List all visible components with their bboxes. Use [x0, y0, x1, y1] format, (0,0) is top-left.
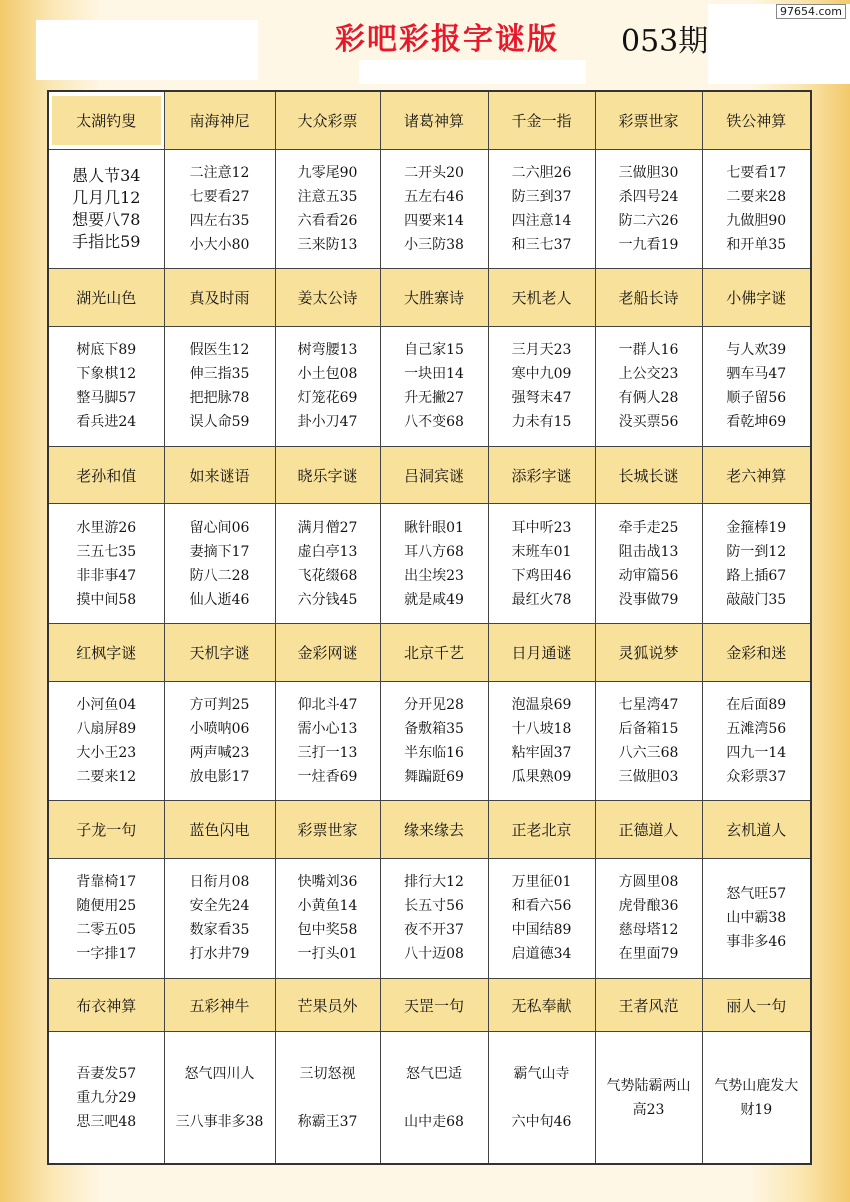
- riddle-line: 吾妻发57: [76, 1065, 137, 1082]
- entry-row: [48, 504, 811, 624]
- riddle-line: 思三吧48: [76, 1113, 137, 1130]
- riddle-cell: [488, 859, 595, 979]
- column-header: 金彩和迷: [702, 624, 811, 682]
- riddle-line: 防三到37: [511, 189, 572, 206]
- riddle-line: [165, 1086, 275, 1110]
- riddle-line: 日衔月08: [189, 874, 250, 891]
- riddle-cell: [380, 504, 488, 624]
- column-header: 老船长诗: [595, 269, 702, 327]
- riddle-line: 放电影17: [189, 769, 250, 786]
- riddle-line: 五左右46: [404, 189, 464, 206]
- riddle-line: 三来防13: [297, 237, 358, 254]
- blank-panel-middle: [359, 60, 586, 84]
- riddle-line: 事非多46: [726, 934, 787, 951]
- riddle-line: 六中旬46: [511, 1113, 572, 1130]
- column-header: 玄机道人: [702, 801, 811, 859]
- riddle-line: 没买票56: [618, 414, 679, 431]
- riddle-line: 七要看17: [726, 165, 787, 182]
- column-header: 五彩神牛: [164, 978, 275, 1032]
- riddle-line: 启道德34: [511, 946, 572, 963]
- riddle-cell: [275, 504, 380, 624]
- riddle-line: [489, 1086, 595, 1110]
- riddle-line: 就是咸49: [404, 591, 464, 608]
- riddle-line: 想要八78: [72, 210, 141, 230]
- page-title: 彩吧彩报字谜版: [335, 22, 559, 57]
- riddle-line: 泡温泉69: [511, 697, 572, 714]
- column-header: 丽人一句: [702, 978, 811, 1032]
- riddle-line: 防一到12: [726, 543, 787, 560]
- riddle-line: 瓜果熟09: [511, 769, 572, 786]
- riddle-cell: [702, 504, 811, 624]
- riddle-line: 在里面79: [618, 946, 679, 963]
- riddle-line: 小土包08: [297, 366, 358, 383]
- riddle-line: 怒气四川人: [184, 1065, 255, 1082]
- riddle-line: 二注意12: [189, 165, 250, 182]
- riddle-cell: [164, 859, 275, 979]
- riddle-line: 虎骨酿36: [618, 898, 679, 915]
- riddle-line: 山中霸38: [726, 910, 787, 927]
- riddle-line: 大小王23: [76, 745, 137, 762]
- entry-row: [48, 149, 811, 269]
- column-header: 小佛字谜: [702, 269, 811, 327]
- riddle-line: [381, 1086, 488, 1110]
- riddle-line: [276, 1086, 380, 1110]
- riddle-line: 长五寸56: [404, 898, 464, 915]
- riddle-line: 山中走68: [404, 1113, 464, 1130]
- riddle-cell: [380, 859, 488, 979]
- riddle-line: 九零尾90: [297, 165, 358, 182]
- column-header: 金彩网谜: [275, 624, 380, 682]
- riddle-line: 四左右35: [189, 213, 250, 230]
- riddle-line: 怒气巴适: [406, 1065, 462, 1082]
- riddle-line: 卦小刀47: [297, 414, 358, 431]
- riddle-cell: [595, 327, 702, 447]
- riddle-line: 三打一13: [297, 745, 358, 762]
- column-header: 南海神尼: [164, 91, 275, 149]
- riddle-cell: [48, 681, 164, 801]
- column-header: 灵狐说梦: [595, 624, 702, 682]
- riddle-line: 四注意14: [511, 213, 572, 230]
- riddle-line: 二要来28: [726, 189, 787, 206]
- riddle-line: 驷车马47: [726, 366, 787, 383]
- riddle-cell: [702, 681, 811, 801]
- riddle-cell: [488, 504, 595, 624]
- riddle-line: 牵手走25: [618, 519, 679, 536]
- column-header: 如来谜语: [164, 446, 275, 504]
- riddle-line: 方可判25: [189, 697, 250, 714]
- riddle-line: 需小心13: [297, 721, 358, 738]
- riddle-line: 六看看26: [297, 213, 358, 230]
- riddle-line: 重九分29: [76, 1089, 137, 1106]
- riddle-line: 耳中听23: [511, 519, 572, 536]
- riddle-line: 数家看35: [189, 922, 250, 939]
- column-header: 缘来缘去: [380, 801, 488, 859]
- column-header: 姜太公诗: [275, 269, 380, 327]
- riddle-cell: [702, 1032, 811, 1164]
- site-watermark: 97654.com: [776, 4, 846, 19]
- riddle-line: 非非事47: [76, 567, 137, 584]
- riddle-line: 瞅针眼01: [404, 519, 464, 536]
- header-row: [48, 801, 811, 859]
- blank-panel-left: [36, 20, 258, 80]
- riddle-line: 八扇屏89: [76, 721, 137, 738]
- riddle-line: 二要来12: [76, 769, 137, 786]
- riddle-line: 灯笼花69: [297, 390, 358, 407]
- riddle-line: 误人命59: [189, 414, 250, 431]
- riddle-line: 看兵进24: [76, 414, 137, 431]
- column-header: 布衣神算: [48, 978, 164, 1032]
- riddle-line: 一字排17: [76, 946, 137, 963]
- riddle-cell: [595, 149, 702, 269]
- column-header: 红枫字谜: [48, 624, 164, 682]
- riddle-cell: [48, 504, 164, 624]
- riddle-line: 和开单35: [726, 237, 787, 254]
- riddle-cell: [164, 504, 275, 624]
- column-header: 正老北京: [488, 801, 595, 859]
- riddle-line: 和看六56: [511, 898, 572, 915]
- riddle-line: 九做胆90: [726, 213, 787, 230]
- riddle-line: 气势陆霸两山: [606, 1077, 691, 1094]
- riddle-line: 小三防38: [404, 237, 464, 254]
- riddle-cell: [702, 327, 811, 447]
- riddle-cell: [595, 1032, 702, 1164]
- riddle-line: 看乾坤69: [726, 414, 787, 431]
- column-header: 天机老人: [488, 269, 595, 327]
- riddle-cell: [48, 1032, 164, 1164]
- riddle-line: 三五七35: [76, 543, 137, 560]
- entry-row: [48, 327, 811, 447]
- column-header: 无私奉献: [488, 978, 595, 1032]
- riddle-line: 几月几12: [72, 188, 141, 208]
- riddle-line: 八十迈08: [404, 946, 464, 963]
- riddle-line: 粘牢固37: [511, 745, 572, 762]
- riddle-cell: [275, 327, 380, 447]
- riddle-line: 自己家15: [404, 342, 464, 359]
- riddle-cell: [380, 327, 488, 447]
- riddle-line: 三八事非多38: [175, 1113, 264, 1130]
- riddle-line: 二六胆26: [511, 165, 572, 182]
- issue-number: 053期: [621, 24, 709, 59]
- column-header: 彩票世家: [275, 801, 380, 859]
- riddle-line: 最红火78: [511, 591, 572, 608]
- riddle-line: 一九看19: [618, 237, 679, 254]
- riddle-line: 分开见28: [404, 697, 464, 714]
- riddle-line: 动审篇56: [618, 567, 679, 584]
- riddle-line: 六分钱45: [297, 591, 358, 608]
- riddle-line: 气势山鹿发大: [714, 1077, 799, 1094]
- column-header: 天机字谜: [164, 624, 275, 682]
- riddle-cell: [48, 859, 164, 979]
- column-header: 千金一指: [488, 91, 595, 149]
- riddle-line: 慈母塔12: [618, 922, 679, 939]
- riddle-line: 飞花缀68: [297, 567, 358, 584]
- column-header: 真及时雨: [164, 269, 275, 327]
- riddle-line: 包中奖58: [297, 922, 358, 939]
- riddle-line: 备敷箱35: [404, 721, 464, 738]
- riddle-line: 水里游26: [76, 519, 137, 536]
- riddle-cell: [702, 149, 811, 269]
- header-row: [48, 269, 811, 327]
- riddle-line: 没事做79: [618, 591, 679, 608]
- column-header: 老孙和值: [48, 446, 164, 504]
- riddle-cell: [380, 681, 488, 801]
- riddle-line: 小喷呐06: [189, 721, 250, 738]
- riddle-line: 防二六26: [618, 213, 679, 230]
- riddle-line: 三切怒视: [299, 1065, 356, 1082]
- column-header: 长城长谜: [595, 446, 702, 504]
- riddle-line: 舞蹁跹69: [404, 769, 464, 786]
- riddle-line: 霸气山寺: [513, 1065, 570, 1082]
- riddle-line: 和三七37: [511, 237, 572, 254]
- riddle-line: 一炷香69: [297, 769, 358, 786]
- column-header: [48, 91, 164, 149]
- riddle-cell: [488, 1032, 595, 1164]
- riddle-line: 二开头20: [404, 165, 464, 182]
- header-row: [48, 624, 811, 682]
- riddle-line: 上公交23: [618, 366, 679, 383]
- riddle-line: 小大小80: [189, 237, 250, 254]
- riddle-line: 在后面89: [726, 697, 787, 714]
- riddle-line: 小河鱼04: [76, 697, 137, 714]
- riddle-line: 力未有15: [511, 414, 572, 431]
- riddle-cell: [488, 681, 595, 801]
- riddle-line: 八不变68: [404, 414, 464, 431]
- riddle-line: 假医生12: [189, 342, 250, 359]
- riddle-line: 一打头01: [297, 946, 358, 963]
- riddle-line: 后备箱15: [618, 721, 679, 738]
- riddle-cell: [275, 859, 380, 979]
- header-row: [48, 978, 811, 1032]
- riddle-grid: [47, 90, 812, 1165]
- column-header: 大胜寨诗: [380, 269, 488, 327]
- riddle-cell: [595, 859, 702, 979]
- header-row: [48, 446, 811, 504]
- column-header: 彩票世家: [595, 91, 702, 149]
- riddle-line: 称霸王37: [297, 1113, 358, 1130]
- riddle-cell: [595, 504, 702, 624]
- riddle-line: 半东临16: [404, 745, 464, 762]
- column-header: 蓝色闪电: [164, 801, 275, 859]
- riddle-cell: [595, 681, 702, 801]
- riddle-line: 小黄鱼14: [297, 898, 358, 915]
- riddle-line: 四要来14: [404, 213, 464, 230]
- riddle-cell: [48, 327, 164, 447]
- riddle-cell: [164, 681, 275, 801]
- riddle-line: 树弯腰13: [297, 342, 358, 359]
- riddle-line: 愚人节34: [72, 166, 141, 186]
- riddle-cell: [275, 681, 380, 801]
- riddle-line: 摸中间58: [76, 591, 137, 608]
- column-header: 吕洞宾谜: [380, 446, 488, 504]
- riddle-line: 满月僧27: [297, 519, 358, 536]
- column-header: 添彩字谜: [488, 446, 595, 504]
- riddle-line: 一群人16: [618, 342, 679, 359]
- riddle-line: 三做胆30: [618, 165, 679, 182]
- column-header: 诸葛神算: [380, 91, 488, 149]
- riddle-cell: [275, 1032, 380, 1164]
- riddle-line: 仙人逝46: [189, 591, 250, 608]
- riddle-line: 万里征01: [511, 874, 572, 891]
- column-header: 芒果员外: [275, 978, 380, 1032]
- riddle-line: 注意五35: [297, 189, 358, 206]
- riddle-line: 夜不开37: [404, 922, 464, 939]
- riddle-line: 随便用25: [76, 898, 137, 915]
- riddle-line: 防八二28: [189, 567, 250, 584]
- riddle-line: 把把脉78: [189, 390, 250, 407]
- riddle-line: 末班车01: [511, 543, 572, 560]
- column-header: 日月通谜: [488, 624, 595, 682]
- riddle-line: 与人欢39: [726, 342, 787, 359]
- riddle-line: 杀四号24: [618, 189, 679, 206]
- riddle-line: 一块田14: [404, 366, 464, 383]
- entry-row: [48, 1032, 811, 1164]
- riddle-line: 五滩湾56: [726, 721, 787, 738]
- header-row: [48, 91, 811, 149]
- riddle-line: 仰北斗47: [297, 697, 358, 714]
- riddle-line: 升无撇27: [404, 390, 464, 407]
- column-header: 王者风范: [595, 978, 702, 1032]
- riddle-cell: [380, 1032, 488, 1164]
- riddle-line: 十八坡18: [511, 721, 572, 738]
- riddle-line: 强弩末47: [511, 390, 572, 407]
- riddle-line: 二零五05: [76, 922, 137, 939]
- riddle-line: 手指比59: [72, 232, 141, 252]
- riddle-line: 背靠椅17: [76, 874, 137, 891]
- riddle-line: 四九一14: [726, 745, 787, 762]
- column-header: 正德道人: [595, 801, 702, 859]
- riddle-line: 金箍棒19: [726, 519, 787, 536]
- riddle-line: 阻击战13: [618, 543, 679, 560]
- riddle-line: 下鸡田46: [511, 567, 572, 584]
- riddle-line: 八六三68: [618, 745, 679, 762]
- column-header: 湖光山色: [48, 269, 164, 327]
- column-header: 晓乐字谜: [275, 446, 380, 504]
- riddle-line: 伸三指35: [189, 366, 250, 383]
- riddle-line: 中国结89: [511, 922, 572, 939]
- riddle-line: 路上插67: [726, 567, 787, 584]
- riddle-cell: [702, 859, 811, 979]
- riddle-line: 打水井79: [189, 946, 250, 963]
- riddle-line: 安全先24: [189, 898, 250, 915]
- riddle-line: 快嘴刘36: [297, 874, 358, 891]
- entry-row: [48, 681, 811, 801]
- column-header: 子龙一句: [48, 801, 164, 859]
- column-header: 天罡一句: [380, 978, 488, 1032]
- riddle-line: 方圆里08: [618, 874, 679, 891]
- riddle-cell: [275, 149, 380, 269]
- column-header: 铁公神算: [702, 91, 811, 149]
- riddle-line: 七要看27: [189, 189, 250, 206]
- riddle-line: 财19: [740, 1101, 773, 1118]
- riddle-cell: [164, 1032, 275, 1164]
- riddle-cell: [488, 149, 595, 269]
- riddle-cell: [380, 149, 488, 269]
- entry-row: [48, 859, 811, 979]
- riddle-line: 妻摘下17: [189, 543, 250, 560]
- riddle-line: 众彩票37: [726, 769, 787, 786]
- riddle-line: 整马脚57: [76, 390, 137, 407]
- riddle-line: 七星湾47: [618, 697, 679, 714]
- riddle-line: 排行大12: [404, 874, 464, 891]
- riddle-line: 下象棋12: [76, 366, 137, 383]
- riddle-line: 两声喊23: [189, 745, 250, 762]
- riddle-line: 耳八方68: [404, 543, 464, 560]
- riddle-line: 寒中九09: [511, 366, 572, 383]
- riddle-line: 树底下89: [76, 342, 137, 359]
- riddle-line: 三月天23: [511, 342, 572, 359]
- column-header: 老六神算: [702, 446, 811, 504]
- riddle-cell: [488, 327, 595, 447]
- riddle-line: 留心间06: [189, 519, 250, 536]
- riddle-line: 虚白亭13: [297, 543, 358, 560]
- riddle-line: 有俩人28: [618, 390, 679, 407]
- column-header: 大众彩票: [275, 91, 380, 149]
- riddle-line: 顺子留56: [726, 390, 787, 407]
- riddle-line: 怒气旺57: [726, 886, 787, 903]
- column-header-label: 太湖钓叟: [52, 96, 161, 145]
- riddle-line: 高23: [632, 1101, 665, 1118]
- riddle-cell: [164, 149, 275, 269]
- riddle-cell: [48, 149, 164, 269]
- riddle-line: 敲敲门35: [726, 591, 787, 608]
- riddle-cell: [164, 327, 275, 447]
- riddle-line: 三做胆03: [618, 769, 679, 786]
- column-header: 北京千艺: [380, 624, 488, 682]
- riddle-line: 出尘埃23: [404, 567, 464, 584]
